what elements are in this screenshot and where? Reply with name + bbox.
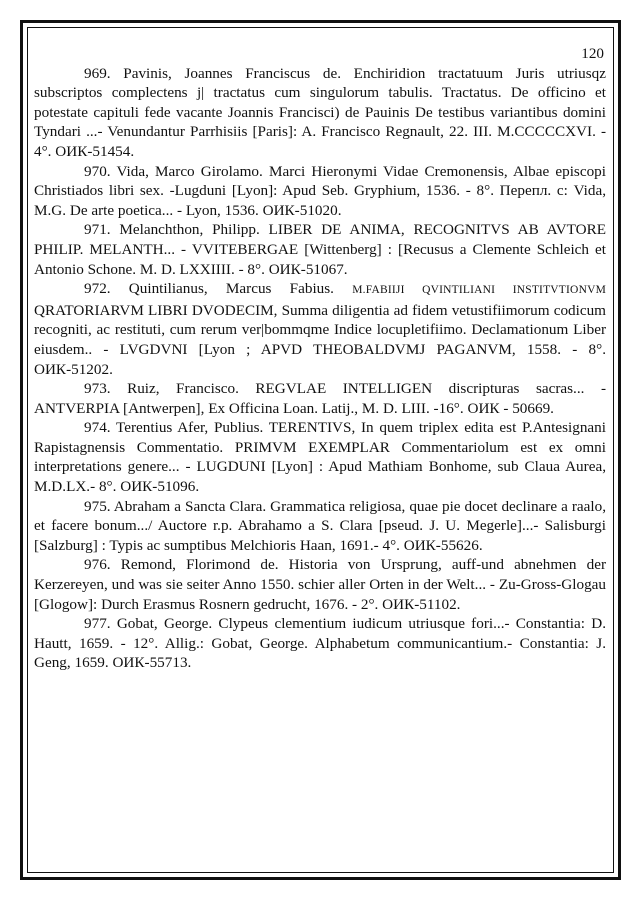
entry-972-lead: 972. Quintilianus, Marcus Fabius. (84, 280, 334, 298)
catalog-entry-976: 976. Remond, Florimond de. Historia von Ursprung, auff-und abnehmen der Kerzereyen, und was sie seiter Anno 1550. schier aller Orten in der Welt... - Zu-Gross-Glogau [Glogow]: Durch Erasmus Rosnern gedrucht, 1676. - 2°. ОИК-51102. (34, 556, 606, 613)
catalog-entry-970: 970. Vida, Marco Girolamo. Marci Hieronymi Vidae Cremonensis, Albae episcopi Christiados libri sex. -Lugduni [Lyon]: Apud Seb. Gryphium, 1536. - 8°. Перепл. с: Vida, M.G. De arte poetica... - Lyon, 1536. ОИК-51020. (34, 162, 606, 219)
catalog-entry-974: 974. Terentius Afer, Publius. TERENTIVS, In quem triplex edita est P.Antesignani Rapistagnensis Commentatio. PRIMVM EXEMPLAR Commentariolum est ex omni interpretations genere... - LUGDUNI [Lyon] : Apud Mathiam Bonhome, sub Claua Aurea, M.D.LX.- 8°. ОИК-51096. (34, 419, 606, 496)
entry-972-smallcaps: M.FABIIJI QVINTILIANI INSTITVTIONVM (352, 284, 607, 297)
catalog-entry-975: 975. Abraham a Sancta Clara. Grammatica religiosa, quae pie docet declinare a raalo, et facere bonum.../ Auctore r.p. Abrahamo a S. Clara [pseud. J. U. Megerle]...- Salisburgi [Salzburg] : Typis ac sumptibus Melchioris Haan, 1691.- 4°. ОИК-55626. (34, 497, 606, 554)
catalog-entry-969: 969. Pavinis, Joannes Franciscus de. Enchiridion tractatuum Juris utriusqz subscriptos complectens j| tractatus cum singulorum tabulis. Tractatus. De officino et potestate capituli fede vacante Joannis Francisci) de Pauinis De testibus variantibus domini Tyndari ...- Venundantur Parrhisiis [Paris]: A. Francisco Regnault, 22. III. M.CCCCCXVI. - 4°. ОИК-51454. (34, 64, 606, 160)
entry-972-rest: QRATORIARVM LIBRI DVODECIM, Summa diligentia ad fidem vetustifiimorum codicum recogniti, ac restituti, cum rerum ver|bommqme Indice locupletifiimo. Declamationum Liber eiusdem.. - LVGDVNI [Lyon ; APVD THEOBALDVMJ PAGANVM, 1558. - 8°. ОИК-51202. (34, 301, 606, 378)
catalog-entry-977: 977. Gobat, George. Clypeus clementium iudicum utriusque fori...- Constantia: D. Hautt, 1659. - 12°. Allig.: Gobat, George. Alphabetum communicantium.- Constantia: J. Geng, 1659. ОИК-55713. (34, 615, 606, 672)
catalog-entry-972 (34, 279, 606, 379)
page-content (34, 44, 606, 673)
page-number: 120 (581, 45, 604, 62)
catalog-entry-971: 971. Melanchthon, Philipp. LIBER DE ANIMA, RECOGNITVS AB AVTORE PHILIP. MELANTH... - VVITEBERGAE [Wittenberg] : [Recusus a Clemente Schleich et Antonio Schone. M. D. LXXIIII. - 8°. ОИК-51067. (34, 221, 606, 278)
catalog-entry-973: 973. Ruiz, Francisco. REGVLAE INTELLIGEN discripturas sacras... - ANTVERPIA [Antwerpen], Ex Officina Loan. Latij., M. D. LIII. -16°. ОИК - 50669. (34, 380, 606, 417)
